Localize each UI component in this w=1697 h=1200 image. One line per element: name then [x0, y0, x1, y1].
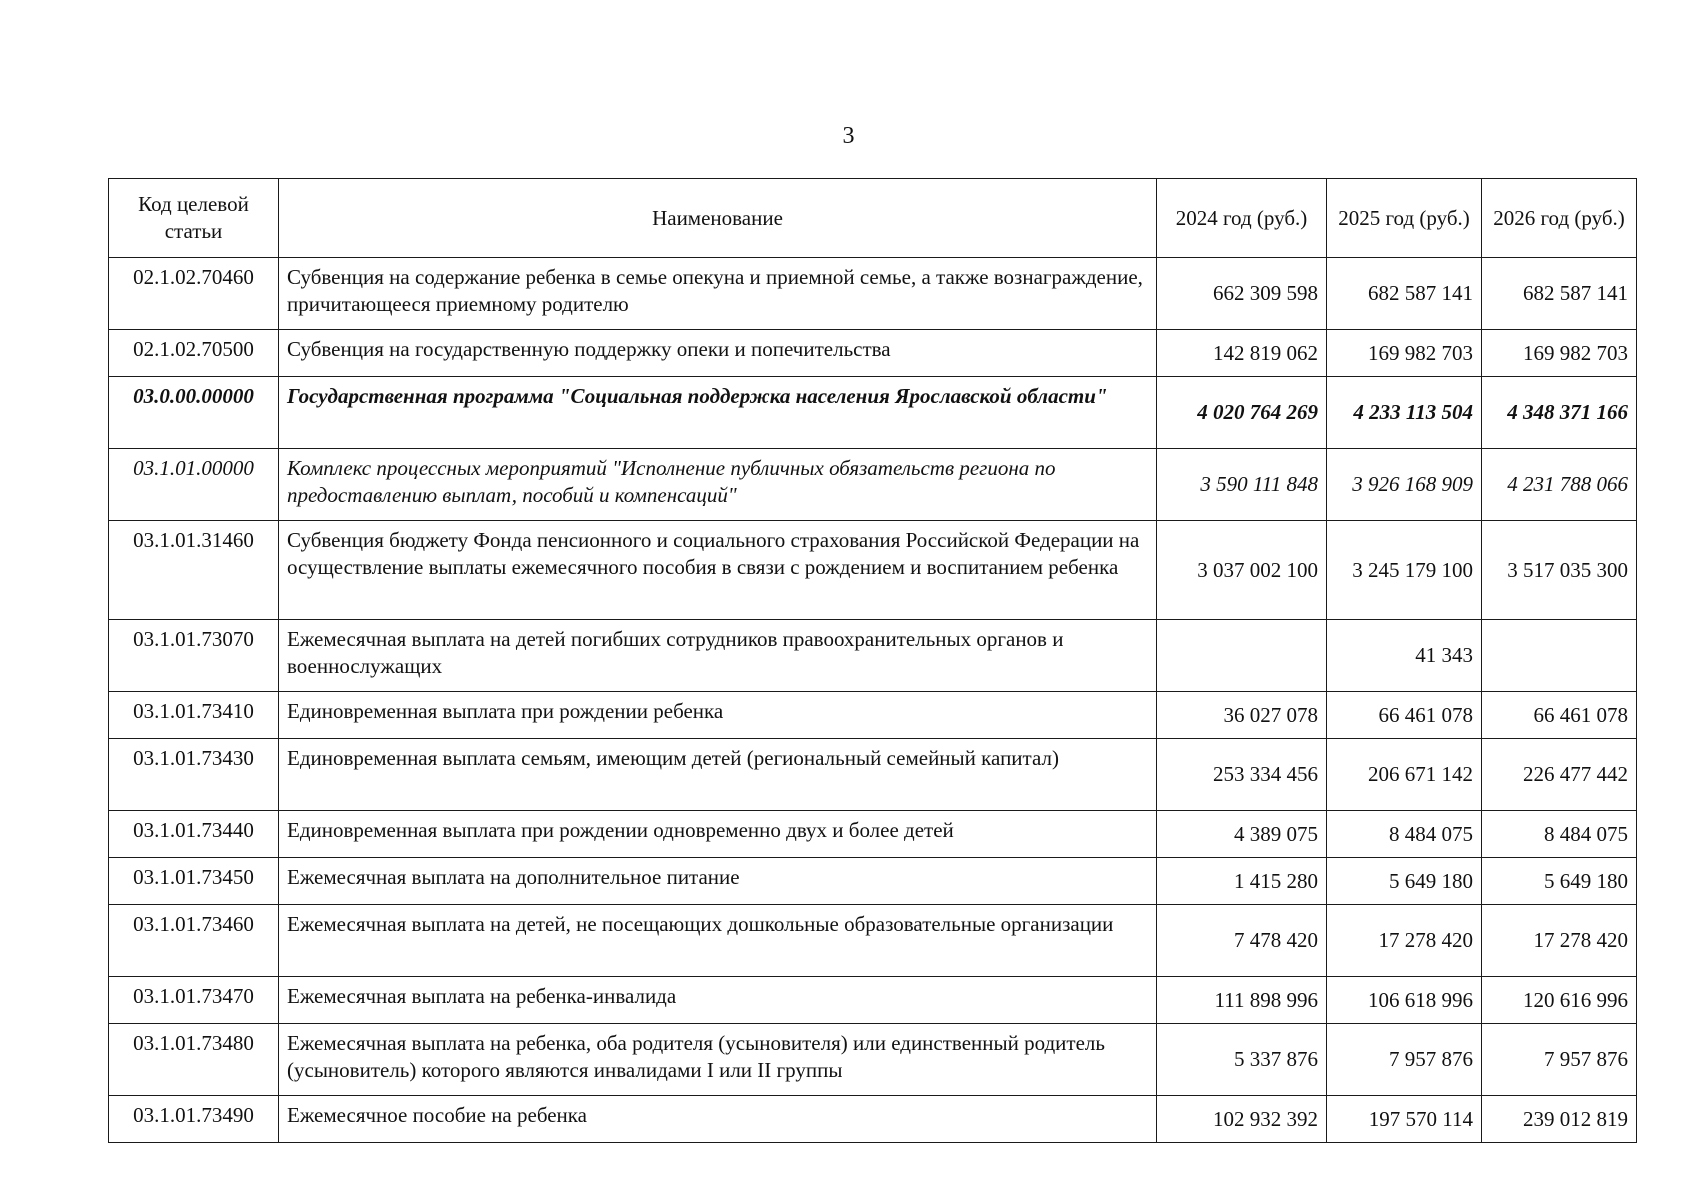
row-value-2026: 7 957 876 — [1482, 1024, 1637, 1096]
row-value-2024: 1 415 280 — [1157, 858, 1327, 905]
row-name: Субвенция на содержание ребенка в семье опекуна и приемной семье, а также вознаграждение, причитающееся приемному родителю — [279, 258, 1157, 330]
table-row-subprogram — [109, 449, 1637, 521]
table-row — [109, 977, 1637, 1024]
row-value-2025: 41 343 — [1327, 620, 1482, 692]
row-value-2024: 662 309 598 — [1157, 258, 1327, 330]
row-name: Субвенция на государственную поддержку опеки и попечительства — [279, 330, 1157, 377]
row-code: 03.0.00.00000 — [109, 377, 279, 449]
table-row-program — [109, 377, 1637, 449]
row-value-2024: 102 932 392 — [1157, 1096, 1327, 1143]
row-name: Ежемесячная выплата на детей погибших сотрудников правоохранительных органов и военнослужащих — [279, 620, 1157, 692]
row-code: 03.1.01.73430 — [109, 739, 279, 811]
row-name: Ежемесячная выплата на ребенка, оба родителя (усыновителя) или единственный родитель (усыновитель) которого являются инвалидами I или II группы — [279, 1024, 1157, 1096]
row-value-2026: 17 278 420 — [1482, 905, 1637, 977]
row-name: Ежемесячная выплата на ребенка-инвалида — [279, 977, 1157, 1024]
row-code: 03.1.01.73070 — [109, 620, 279, 692]
row-code: 03.1.01.73450 — [109, 858, 279, 905]
row-value-2024: 5 337 876 — [1157, 1024, 1327, 1096]
row-code: 03.1.01.73480 — [109, 1024, 279, 1096]
row-name: Единовременная выплата при рождении ребенка — [279, 692, 1157, 739]
table-row — [109, 692, 1637, 739]
row-value-2025: 66 461 078 — [1327, 692, 1482, 739]
row-value-2024: 7 478 420 — [1157, 905, 1327, 977]
row-value-2024: 253 334 456 — [1157, 739, 1327, 811]
budget-table — [108, 178, 1637, 1143]
header-2026: 2026 год (руб.) — [1482, 179, 1637, 258]
row-value-2026: 4 231 788 066 — [1482, 449, 1637, 521]
row-value-2026: 4 348 371 166 — [1482, 377, 1637, 449]
row-code: 03.1.01.73410 — [109, 692, 279, 739]
row-value-2025: 5 649 180 — [1327, 858, 1482, 905]
row-value-2024: 111 898 996 — [1157, 977, 1327, 1024]
row-value-2026: 66 461 078 — [1482, 692, 1637, 739]
row-code: 03.1.01.73470 — [109, 977, 279, 1024]
row-value-2024: 3 037 002 100 — [1157, 521, 1327, 620]
table-row — [109, 620, 1637, 692]
row-value-2025: 106 618 996 — [1327, 977, 1482, 1024]
row-code: 03.1.01.31460 — [109, 521, 279, 620]
row-name: Субвенция бюджету Фонда пенсионного и социального страхования Российской Федерации на осуществление выплаты ежемесячного пособия в связи с рождением и воспитанием ребенка — [279, 521, 1157, 620]
header-2025: 2025 год (руб.) — [1327, 179, 1482, 258]
row-code: 02.1.02.70460 — [109, 258, 279, 330]
table-row — [109, 330, 1637, 377]
table-row — [109, 258, 1637, 330]
row-value-2026: 120 616 996 — [1482, 977, 1637, 1024]
row-name: Ежемесячная выплата на дополнительное питание — [279, 858, 1157, 905]
table-row — [109, 905, 1637, 977]
row-code: 03.1.01.00000 — [109, 449, 279, 521]
header-name: Наименование — [279, 179, 1157, 258]
row-value-2026: 226 477 442 — [1482, 739, 1637, 811]
row-value-2026: 682 587 141 — [1482, 258, 1637, 330]
row-value-2025: 3 245 179 100 — [1327, 521, 1482, 620]
row-value-2026: 8 484 075 — [1482, 811, 1637, 858]
table-row — [109, 811, 1637, 858]
row-value-2025: 206 671 142 — [1327, 739, 1482, 811]
row-value-2025: 4 233 113 504 — [1327, 377, 1482, 449]
row-name: Единовременная выплата семьям, имеющим детей (региональный семейный капитал) — [279, 739, 1157, 811]
row-value-2024: 4 389 075 — [1157, 811, 1327, 858]
row-name: Ежемесячное пособие на ребенка — [279, 1096, 1157, 1143]
row-value-2024: 3 590 111 848 — [1157, 449, 1327, 521]
row-value-2024: 142 819 062 — [1157, 330, 1327, 377]
table-row — [109, 1024, 1637, 1096]
row-value-2024 — [1157, 620, 1327, 692]
row-code: 02.1.02.70500 — [109, 330, 279, 377]
row-value-2025: 682 587 141 — [1327, 258, 1482, 330]
row-name: Ежемесячная выплата на детей, не посещающих дошкольные образовательные организации — [279, 905, 1157, 977]
table-row — [109, 1096, 1637, 1143]
row-code: 03.1.01.73440 — [109, 811, 279, 858]
row-value-2026: 239 012 819 — [1482, 1096, 1637, 1143]
row-name: Государственная программа "Социальная поддержка населения Ярославской области" — [279, 377, 1157, 449]
row-code: 03.1.01.73460 — [109, 905, 279, 977]
row-value-2025: 17 278 420 — [1327, 905, 1482, 977]
page-number: 3 — [842, 123, 855, 149]
row-value-2025: 8 484 075 — [1327, 811, 1482, 858]
row-value-2026: 169 982 703 — [1482, 330, 1637, 377]
row-value-2025: 7 957 876 — [1327, 1024, 1482, 1096]
table-header-row — [109, 179, 1637, 258]
row-value-2024: 36 027 078 — [1157, 692, 1327, 739]
table-row — [109, 521, 1637, 620]
header-2024: 2024 год (руб.) — [1157, 179, 1327, 258]
row-name: Единовременная выплата при рождении одновременно двух и более детей — [279, 811, 1157, 858]
row-value-2026: 5 649 180 — [1482, 858, 1637, 905]
row-value-2025: 197 570 114 — [1327, 1096, 1482, 1143]
row-name: Комплекс процессных мероприятий "Исполнение публичных обязательств региона по предоставлению выплат, пособий и компенсаций" — [279, 449, 1157, 521]
table-row — [109, 739, 1637, 811]
row-value-2026 — [1482, 620, 1637, 692]
row-value-2024: 4 020 764 269 — [1157, 377, 1327, 449]
row-value-2025: 3 926 168 909 — [1327, 449, 1482, 521]
row-code: 03.1.01.73490 — [109, 1096, 279, 1143]
row-value-2025: 169 982 703 — [1327, 330, 1482, 377]
row-value-2026: 3 517 035 300 — [1482, 521, 1637, 620]
table-row — [109, 858, 1637, 905]
header-code: Код целевой статьи — [109, 179, 279, 258]
